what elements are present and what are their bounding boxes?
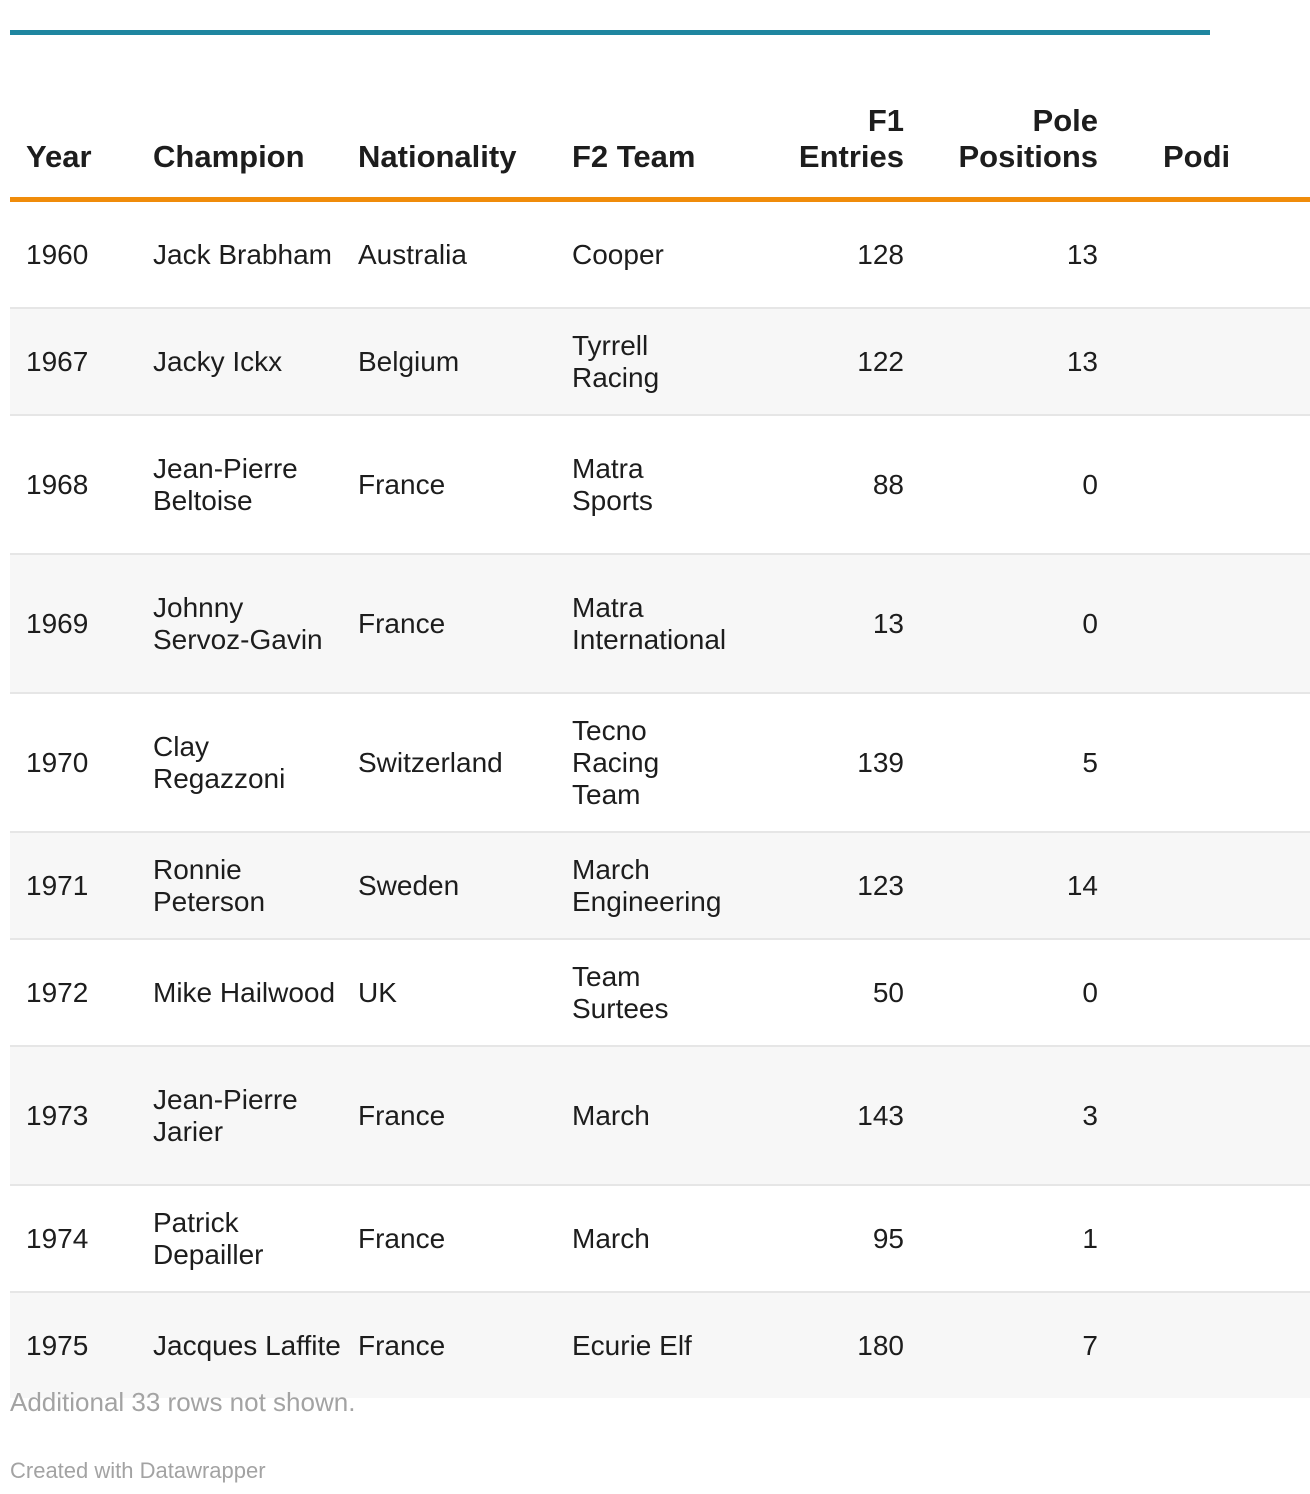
- cell-f1-entries: 128: [724, 200, 904, 309]
- cell-podiums: [1098, 415, 1310, 554]
- table-row: [10, 1185, 1310, 1292]
- table-row: [10, 308, 1310, 415]
- cell-champion: Clay Regazzoni: [137, 693, 342, 832]
- cell-podiums: [1098, 200, 1310, 309]
- cell-nationality: Belgium: [342, 308, 556, 415]
- cell-year: 1974: [10, 1185, 137, 1292]
- header-champion[interactable]: Champion: [137, 35, 342, 200]
- cell-pole-positions: 7: [904, 1292, 1098, 1398]
- cell-champion: Johnny Servoz-Gavin: [137, 554, 342, 693]
- header-f1-entries[interactable]: F1 Entries: [724, 35, 904, 200]
- cell-f2-team: Team Surtees: [556, 939, 724, 1046]
- cell-f2-team: March: [556, 1046, 724, 1185]
- header-podiums[interactable]: Podi: [1098, 35, 1310, 200]
- table-row: [10, 693, 1310, 832]
- cell-pole-positions: 5: [904, 693, 1098, 832]
- cell-nationality: Australia: [342, 200, 556, 309]
- table-row: [10, 1046, 1310, 1185]
- rows-not-shown-note: Additional 33 rows not shown.: [10, 1387, 356, 1417]
- cell-nationality: France: [342, 1046, 556, 1185]
- cell-f2-team: Matra International: [556, 554, 724, 693]
- cell-year: 1973: [10, 1046, 137, 1185]
- cell-nationality: France: [342, 1292, 556, 1398]
- cell-f2-team: Tecno Racing Team: [556, 693, 724, 832]
- cell-nationality: Sweden: [342, 832, 556, 939]
- table-row: [10, 200, 1310, 309]
- cell-champion: Jean-Pierre Beltoise: [137, 415, 342, 554]
- cell-f2-team: March Engineering: [556, 832, 724, 939]
- cell-pole-positions: 0: [904, 939, 1098, 1046]
- cell-podiums: [1098, 1185, 1310, 1292]
- cell-pole-positions: 0: [904, 554, 1098, 693]
- cell-year: 1972: [10, 939, 137, 1046]
- cell-nationality: France: [342, 415, 556, 554]
- cell-f2-team: March: [556, 1185, 724, 1292]
- cell-f2-team: Matra Sports: [556, 415, 724, 554]
- cell-champion: Ronnie Peterson: [137, 832, 342, 939]
- table-row: [10, 832, 1310, 939]
- table-header-row: [10, 35, 1310, 200]
- cell-year: 1969: [10, 554, 137, 693]
- table-row: [10, 1292, 1310, 1398]
- f2-champions-table: [10, 35, 1310, 1398]
- cell-champion: Mike Hailwood: [137, 939, 342, 1046]
- datawrapper-credit[interactable]: Created with Datawrapper: [10, 1458, 266, 1483]
- cell-podiums: [1098, 1046, 1310, 1185]
- cell-f1-entries: 139: [724, 693, 904, 832]
- header-pole-positions[interactable]: Pole Positions: [904, 35, 1098, 200]
- cell-year: 1971: [10, 832, 137, 939]
- cell-year: 1970: [10, 693, 137, 832]
- cell-podiums: [1098, 939, 1310, 1046]
- header-nationality[interactable]: Nationality: [342, 35, 556, 200]
- cell-year: 1975: [10, 1292, 137, 1398]
- cell-f1-entries: 88: [724, 415, 904, 554]
- cell-pole-positions: 0: [904, 415, 1098, 554]
- cell-year: 1960: [10, 200, 137, 309]
- table-row: [10, 415, 1310, 554]
- cell-champion: Jacky Ickx: [137, 308, 342, 415]
- cell-f1-entries: 50: [724, 939, 904, 1046]
- cell-year: 1967: [10, 308, 137, 415]
- cell-pole-positions: 3: [904, 1046, 1098, 1185]
- cell-f1-entries: 122: [724, 308, 904, 415]
- cell-f1-entries: 95: [724, 1185, 904, 1292]
- table-row: [10, 554, 1310, 693]
- cell-champion: Jean-Pierre Jarier: [137, 1046, 342, 1185]
- cell-pole-positions: 1: [904, 1185, 1098, 1292]
- cell-podiums: [1098, 1292, 1310, 1398]
- cell-f2-team: Cooper: [556, 200, 724, 309]
- cell-f2-team: Tyrrell Racing: [556, 308, 724, 415]
- header-f2-team[interactable]: F2 Team: [556, 35, 724, 200]
- cell-f1-entries: 143: [724, 1046, 904, 1185]
- table-row: [10, 939, 1310, 1046]
- data-table-container[interactable]: [10, 35, 1231, 1398]
- cell-f2-team: Ecurie Elf: [556, 1292, 724, 1398]
- cell-pole-positions: 13: [904, 200, 1098, 309]
- cell-champion: Patrick Depailler: [137, 1185, 342, 1292]
- cell-f1-entries: 180: [724, 1292, 904, 1398]
- cell-podiums: [1098, 832, 1310, 939]
- cell-champion: Jacques Laffite: [137, 1292, 342, 1398]
- cell-f1-entries: 13: [724, 554, 904, 693]
- cell-f1-entries: 123: [724, 832, 904, 939]
- cell-pole-positions: 14: [904, 832, 1098, 939]
- header-year[interactable]: Year: [10, 35, 137, 200]
- cell-nationality: Switzerland: [342, 693, 556, 832]
- cell-podiums: [1098, 693, 1310, 832]
- cell-nationality: France: [342, 554, 556, 693]
- cell-podiums: [1098, 554, 1310, 693]
- cell-podiums: [1098, 308, 1310, 415]
- cell-nationality: UK: [342, 939, 556, 1046]
- cell-champion: Jack Brabham: [137, 200, 342, 309]
- cell-nationality: France: [342, 1185, 556, 1292]
- cell-pole-positions: 13: [904, 308, 1098, 415]
- cell-year: 1968: [10, 415, 137, 554]
